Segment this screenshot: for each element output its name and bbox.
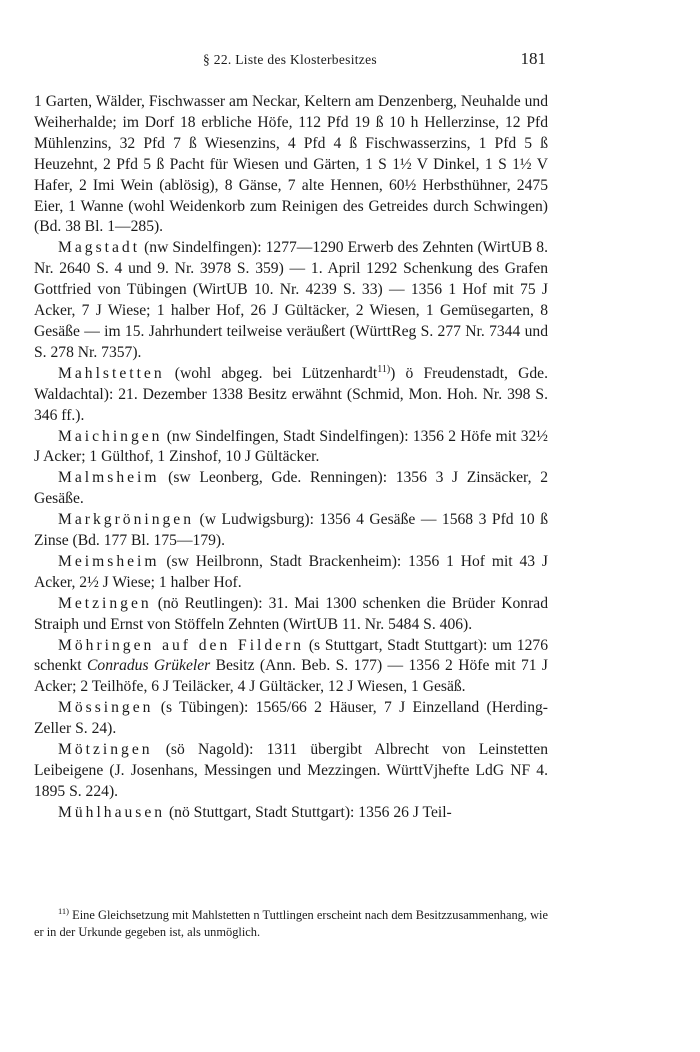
entry-moessingen [34,698,548,740]
entry-text: (w Ludwigsburg): 1356 4 Gesäße — 1568 3 Pfd 10 ß Zinse (Bd. 177 Bl. 175—179). [34,511,548,550]
running-head: § 22. Liste des Klosterbesitzes [203,52,377,67]
entry-malmsheim [34,468,548,510]
entry-magstadt [34,238,548,363]
place-name: Markgröningen [58,511,195,529]
place-name: Malmsheim [58,469,160,487]
page-number: 181 [520,49,546,68]
entry-text: (nö Reutlingen): 31. Mai 1300 schenken die Brüder Konrad Straiph und Ernst von Stöffeln Zehnten (WirtUB 11. Nr. 5484 S. 406). [34,594,548,633]
entry-text: (s Stuttgart, Stadt Stuttgart): um 1276 schenkt [34,636,548,675]
entry-text: (wohl abgeg. bei Lützenhardt [164,364,378,382]
entry-markgroeningen [34,510,548,552]
paragraph-continuation [34,92,548,238]
entry-text: (s Tübingen): 1565/66 2 Häuser, 7 J Einzelland (Herding-Zeller S. 24). [34,699,548,738]
entry-text: (sw Leonberg, Gde. Renningen): 1356 3 J Zinsäcker, 2 Gesäße. [34,469,548,508]
entry-text: (nö Stuttgart, Stadt Stuttgart): 1356 26 J Teil- [165,803,452,821]
place-name: Mahlstetten [58,364,165,382]
footnote-marker: 11) [58,905,70,916]
place-name: Mössingen [58,699,154,717]
entry-moetzingen [34,740,548,803]
entry-text-continued: Besitz (Ann. Beb. S. 177) — 1356 2 Höfe mit 71 J Acker; 2 Teilhöfe, 6 J Teiläcker, 4 J Gültäcker, 12 J Wiesen, 1 Gesäß. [34,657,548,696]
entry-text: (nw Sindelfingen): 1277—1290 Erwerb des Zehnten (WirtUB 8. Nr. 2640 S. 4 und 9. Nr. 3978 S. 359) — 1. April 1292 Schenkung des Grafen Gottfried von Tübingen (WirtUB 10. Nr. 4239 S. 33) — 1356 1 Hof mit 75 J Acker, 7 J Wiese; 1 halber Hof, 26 J Gültäcker, 2 Wiesen, 1 Gemüsegarten, 8 Gesäße — im 15. Jahrhundert teilweise veräußert (WürttReg S. 277 Nr. 7344 und S. 278 Nr. 7357). [34,239,548,361]
italic-person-name: Conradus Grükeler [87,657,211,675]
entry-moehringen [34,636,548,699]
footnote [34,907,548,941]
footnote-paragraph [34,907,548,941]
entry-muehlhausen [34,803,548,824]
footnote-reference[interactable]: 11) [377,363,391,375]
entry-text-continued: ) ö Freudenstadt, Gde. Waldachtal): 21. Dezember 1338 Besitz erwähnt (Schmid, Mon. Hoh. Nr. 398 S. 346 ff.). [34,364,548,424]
page-header [34,49,546,73]
entry-metzingen [34,594,548,636]
main-text [34,92,548,824]
place-name: Magstadt [58,239,141,257]
entry-text: (sö Nagold): 1311 übergibt Albrecht von Leinstetten Leibeigene (J. Josenhans, Messingen und Mezzingen. WürttVjhefte LdG NF 4. 1895 S. 224). [34,741,548,800]
entry-text: (sw Heilbronn, Stadt Brackenheim): 1356 1 Hof mit 43 J Acker, 2½ J Wiese; 1 halber Hof. [34,552,548,591]
place-name: Maichingen [58,427,163,445]
footnote-reference-number: 11 [377,363,387,375]
place-name: Mötzingen [58,741,153,759]
place-name: Meimsheim [58,552,160,570]
place-name: Metzingen [58,594,152,612]
entry-mahlstetten [34,364,548,427]
entry-text: (nw Sindelfingen, Stadt Sindelfingen): 1356 2 Höfe mit 32½ J Acker; 1 Gülthof, 1 Zinshof, 10 J Gültäcker. [34,427,548,466]
entry-meimsheim [34,552,548,594]
place-name: Möhringen auf den Fildern [58,636,305,654]
place-name: Mühlhausen [58,803,166,821]
entry-maichingen [34,427,548,469]
footnote-text: Eine Gleichsetzung mit Mahlstetten n Tuttlingen erscheint nach dem Besitzzusammenhang, wie er in der Urkunde gegeben ist, als unmöglich. [34,908,548,939]
paragraph-text: 1 Garten, Wälder, Fischwasser am Neckar, Keltern am Denzenberg, Neuhalde und Weiherhalde; im Dorf 18 erbliche Höfe, 112 Pfd 19 ß 10 h Hellerzinse, 12 Pfd Mühlenzins, 32 Pfd 7 ß Wiesenzins, 4 Pfd 4 ß Fischwasserzins, 1 Pfd 5 ß Heuzehnt, 2 Pfd 5 ß Pacht für Wiesen und Gärten, 1 S 1½ V Dinkel, 1 S 1½ V Hafer, 2 Imi Wein (ablösig), 8 Gänse, 7 alte Hennen, 60½ Herbsthühner, 2475 Eier, 1 Wanne (wohl Weidenkorb zum Reinigen des Getreides durch Schwingen) (Bd. 38 Bl. 1—285). [34,93,548,236]
